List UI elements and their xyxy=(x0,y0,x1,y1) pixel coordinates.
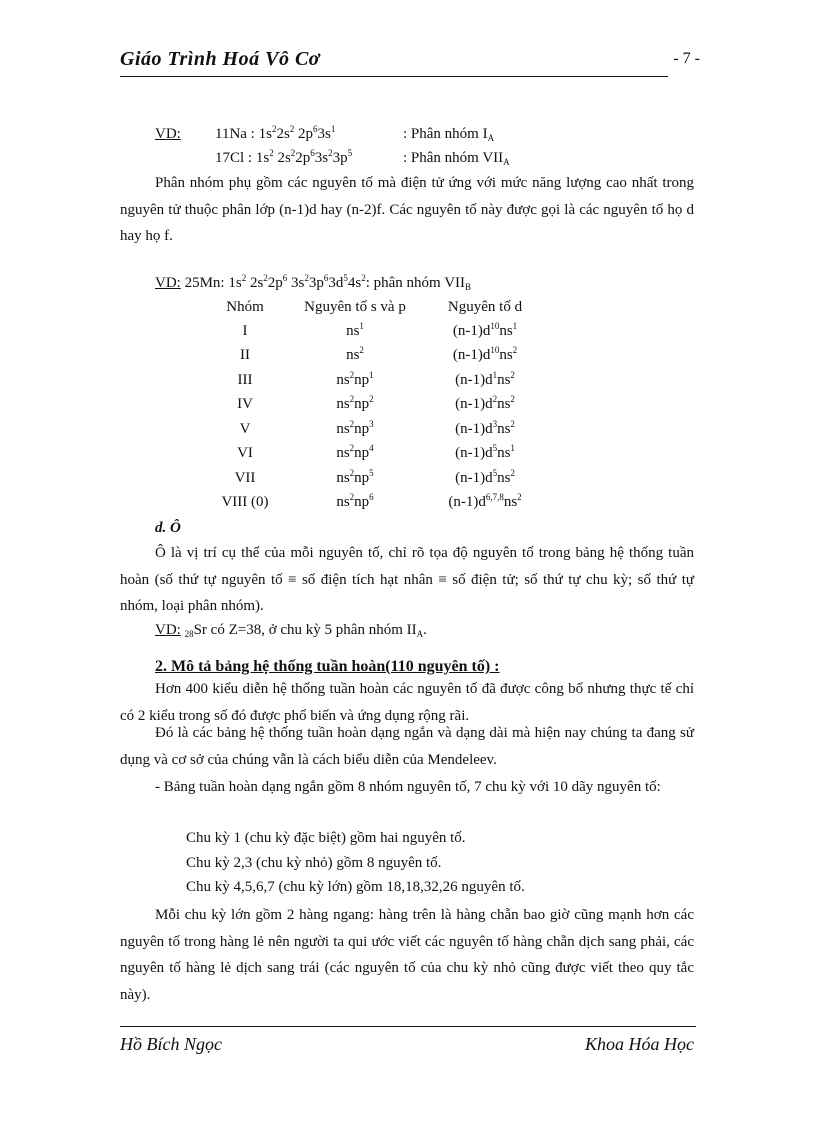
footer-divider xyxy=(120,1026,696,1027)
table-row: IV $ns^2np^2$ $(n-1)d^2ns^2$ xyxy=(237,394,515,412)
page-number: - 7 - xyxy=(673,50,700,67)
example-na-config: 11Na : $1s^22s^2$ $2p^63s^1$ xyxy=(215,124,336,142)
example-label-top: VD: xyxy=(155,126,181,142)
example-cl-config: 17Cl : $1s^2$ $2s^22p^63s^23p^5$ xyxy=(215,148,353,166)
table-row: V $ns^2np^3$ $(n-1)d^3ns^2$ xyxy=(239,419,515,437)
col-header-sp: Nguyên tố s và p xyxy=(304,299,406,315)
table-row: III $ns^2np^1$ $(n-1)d^1ns^2$ xyxy=(237,370,515,388)
example-sr: VD: $_{28}$Sr có Z=38, ở chu kỳ 5 phân nhóm $II_A$. xyxy=(155,622,427,639)
table-row: VIII (0) $ns^2np^6$ $(n-1)d^{6,7,8}ns^2$ xyxy=(221,492,522,510)
section-2-paragraph-2: Đó là các bảng hệ thống tuần hoàn dạng ngắn và dạng dài mà hiện nay chúng ta đang sử dụng và cơ sở của chúng vẫn là cách biểu diễn của Mendeleev. xyxy=(120,725,694,768)
section-2-paragraph-1: Hơn 400 kiểu diễn hệ thống tuần hoàn các nguyên tố đã được công bố nhưng thực tế chỉ có 2 kiểu trong số đó được phổ biến và ứng dụng rộng rãi. xyxy=(120,681,694,724)
footer-department: Khoa Hóa Học xyxy=(585,1034,694,1054)
header-title: Giáo Trình Hoá Vô Cơ xyxy=(120,48,321,70)
header-divider xyxy=(120,76,668,77)
col-header-group: Nhóm xyxy=(226,299,264,315)
example-mn: VD: 25Mn: $1s^2$ $2s^22p^6$ $3s^23p^63d^54s^2$: phân nhóm $VII_B$ xyxy=(155,273,472,292)
section-2-paragraph-3: - Bảng tuần hoàn dạng ngắn gồm 8 nhóm nguyên tố, 7 chu kỳ với 10 dãy nguyên tố: xyxy=(155,779,661,795)
table-header-row xyxy=(200,296,540,318)
list-item: Chu kỳ 1 (chu kỳ đặc biệt) gồm hai nguyên tố. xyxy=(186,830,466,846)
example-cl-group: : Phân nhóm $VII_A$ xyxy=(403,150,510,167)
section-2-heading: 2. Mô tả bảng hệ thống tuần hoàn(110 nguyên tố) : xyxy=(155,658,500,675)
section-2-paragraph-4: Mỗi chu kỳ lớn gồm 2 hàng ngang: hàng trên là hàng chẵn bao giờ cũng mạnh hơn các nguyên tố trong hàng lẻ nên người ta qui ước viết các nguyên tố hàng chẵn dịch sang phải, các nguyên tố hàng lẻ dịch sang trái (các nguyên tố của chu kỳ nhỏ cũng được viết theo quy tắc này). xyxy=(120,907,694,1003)
table-row: VII $ns^2np^5$ $(n-1)d^5ns^2$ xyxy=(234,468,515,486)
example-na-group: : Phân nhóm $I_A$ xyxy=(403,126,495,143)
table-row: II $ns^2$ $(n-1)d^{10}ns^2$ xyxy=(240,345,518,363)
page-header xyxy=(120,46,700,76)
paragraph-subgroup: Phân nhóm phụ gồm các nguyên tố mà điện tử ứng với mức năng lượng cao nhất trong nguyên tử thuộc phân lớp (n-1)d hay (n-2)f. Các nguyên tố này được gọi là các nguyên tố họ d hay họ f. xyxy=(120,175,694,244)
section-d-paragraph: Ô là vị trí cụ thể của mỗi nguyên tố, chỉ rõ tọa độ nguyên tố trong bảng hệ thống tuần hoàn (số thứ tự nguyên tố ≡ số điện tích hạt nhân ≡ số điện tử; số thứ tự chu kỳ; số thứ tự nhóm, loại phân nhóm). xyxy=(120,545,694,614)
col-header-d: Nguyên tố d xyxy=(447,299,523,315)
table-row: VI $ns^2np^4$ $(n-1)d^5ns^1$ xyxy=(237,443,515,461)
list-item: Chu kỳ 2,3 (chu kỳ nhỏ) gồm 8 nguyên tố. xyxy=(186,855,442,871)
section-d-heading: d. Ô xyxy=(155,520,181,536)
table-row: I $ns^1$ $(n-1)d^{10}ns^1$ xyxy=(242,321,518,339)
list-item: Chu kỳ 4,5,6,7 (chu kỳ lớn) gồm 18,18,32,26 nguyên tố. xyxy=(186,879,525,895)
footer-author: Hồ Bích Ngọc xyxy=(120,1034,222,1054)
